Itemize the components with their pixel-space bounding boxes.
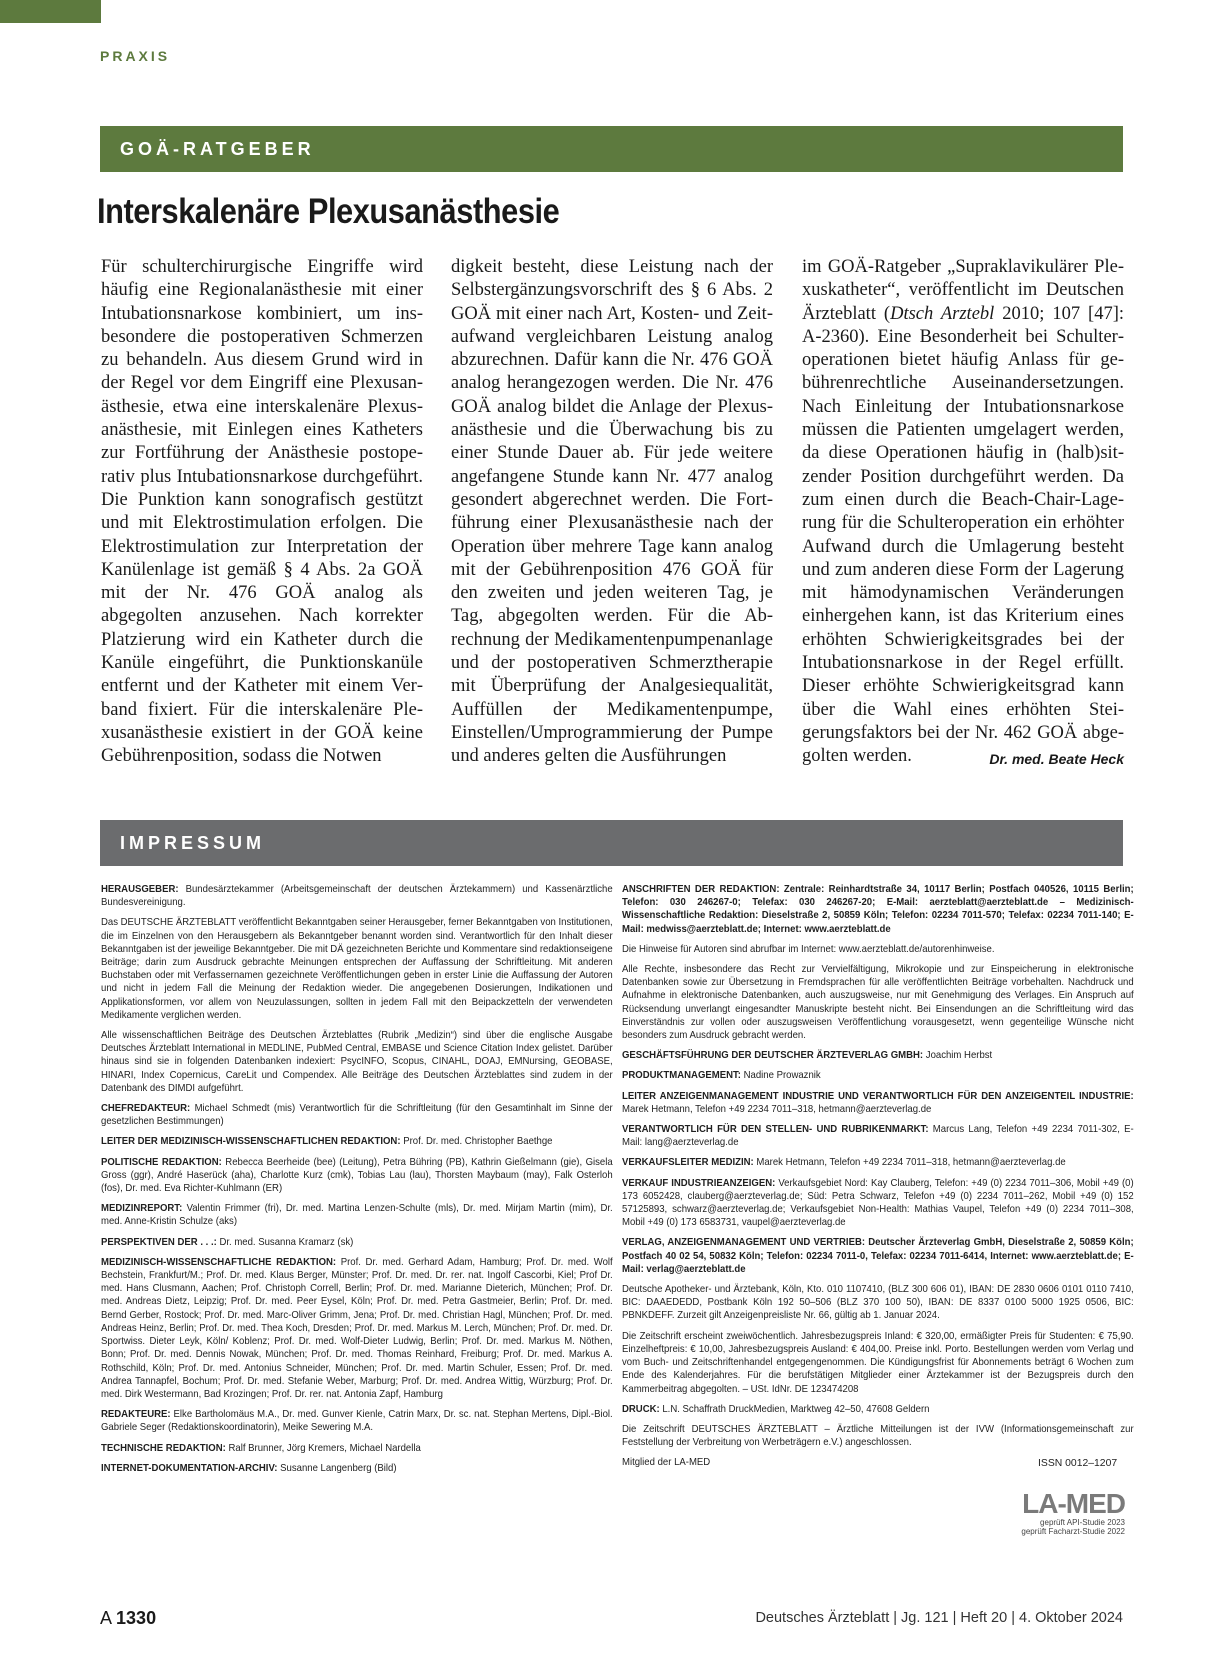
impressum-entry-label: VERANTWORTLICH FÜR DEN STELLEN- UND RUBRIKENMARKT: <box>622 1124 929 1136</box>
impressum-entry-label: HERAUSGEBER: <box>101 884 179 895</box>
impressum-entry-label: MEDIZINREPORT: <box>101 1203 183 1215</box>
impressum-left-column <box>101 883 616 1482</box>
impressum-entry-text: Dr. med. Susanna Kramarz (sk) <box>216 1236 354 1248</box>
impressum-entry-text: Mitglied der LA-MED <box>622 1457 711 1469</box>
impressum-entry-text: Verkaufsgebiet Nord: Kay Clauberg, Telefon: +49 (0) 2234 7011–306, Mobil +49 (0) 173 6052428, clauberg@aerzteverlag.de; Süd: Petra Schwarz, Telefon +49 (0) 2234 7011–262, Mobil +49 (0) 152 57125893, schwarz@aerzteverlag.de; Verkaufsgebiet Non-Health: Mathias Vaupel, Telefon +49 (0) 2234 7011–308, Mobil +49 (0) 173 6583731, vaupel@aerzteverlag.de <box>622 1177 1134 1229</box>
impressum-entry-text: Nadine Prowaznik <box>740 1070 821 1082</box>
lamed-logo: LA-MED <box>1022 1488 1125 1519</box>
impressum-entry <box>622 943 1134 956</box>
impressum-entry <box>622 1049 1134 1062</box>
impressum-entry-text: Marek Hetmann, Telefon +49 2234 7011–318, hetmann@aerzteverlag.de <box>753 1157 1066 1169</box>
journal-reference: Dtsch Arztebl <box>890 303 995 324</box>
impressum-entry-text: Die Zeitschrift erscheint zweiwöchentlich. Jahresbezugspreis Inland: € 320,00, ermäßigter Preis für Studenten: € 75,90. Einzelheftpreis: € 10,00, Jahresbezugspreis Ausland: € 404,00. Preise inkl. Porto. Bestellungen werden vom Verlag und vom Buch- und Zeitschriftenhandel entgegengenommen. Die Kündigungsfrist für Abonnements beträgt 6 Wochen zum Ende des Kalenderjahres. Für die berufstätigen Mitglieder einer Ärztekammer ist der Bezugspreis durch den Kammerbeitrag abgegolten. – USt. IdNr. DE 123474208 <box>622 1330 1134 1395</box>
impressum-entry-label: VERLAG, ANZEIGENMANAGEMENT UND VERTRIEB: Deutscher Ärzteverlag GmbH, Dieselstraße 2, 50859 Köln; Postfach 40 02 54, 50832 Köln; Telefon: 02234 7011-0, Telefax: 02234 7011-6414, Internet: www.aerzteblatt.de; E-Mail: verlag@aerzteblatt.de <box>622 1237 1134 1275</box>
section-color-tab <box>0 0 101 23</box>
impressum-entry <box>622 1069 1134 1082</box>
article-column-1 <box>101 256 423 769</box>
article-text-col3-b: 2010; 107 [47]: A-2360). Eine Besonderheit bei Schulteroperationen bietet häufig Anlass für gebührenrechtliche Auseinandersetzungen. Nach Einleitung der Intubationsnarkose müssen die Patienten umgelagert werden, da diese Operationen häufig in (halb)sitzender Position durchgeführt werden. Da zum einen durch die Beach-Chair-Lagerung für die Schulteroperation ein erhöhter Aufwand durch die Umlagerung besteht und zum anderen diese Form der Lagerung mit hämodynamischen Veränderungen einhergehen kann, ist das Kriterium eines erhöhten Schwierigkeitsgrades bei der Intubationsnarkose in der Regel erfüllt. Dieser erhöhte Schwierigkeitsgrad kann über die Wahl eines erhöhten Steigerungsfaktors bei der Nr. 462 GOÄ abgegolten werden. <box>802 303 1124 767</box>
article-column-3 <box>802 256 1124 772</box>
impressum-entry-text: Joachim Herbst <box>923 1050 993 1062</box>
page-number <box>100 1608 156 1629</box>
impressum-entry-text: Ralf Brunner, Jörg Kremers, Michael Nardella <box>225 1442 421 1454</box>
impressum-entry-label: GESCHÄFTSFÜHRUNG DER DEUTSCHER ÄRZTEVERLAG GMBH: <box>622 1050 924 1062</box>
rubric-title: GOÄ-RATGEBER <box>120 139 315 159</box>
impressum-entry-label: TECHNISCHE REDAKTION: <box>101 1442 226 1454</box>
impressum-entry <box>622 1156 1134 1169</box>
article-text-col2: digkeit besteht, diese Leistung nach der Selbstergänzungsvorschrift des § 6 Abs. 2 GOÄ mit einer nach Art, Kosten- und Zeitaufwand vergleichbaren Leistung analog abzurechnen. Dafür kann die Nr. 476 GOÄ analog herangezogen werden. Die Nr. 476 GOÄ analog bildet die Anlage der Plexusanästhesie und die Überwachung bis zu einer Stunde Dauer ab. Für jede weitere angefangene Stunde kann Nr. 477 analog gesondert abgerechnet werden. Die Fortführung einer Plexusanästhesie nach der Operation über mehrere Tage kann analog mit der Gebührenposition 476 GOÄ für den zweiten und jeden weiteren Tag, je Tag, abgegolten werden. Für die Abrechnung der Medikamentenpumpenanlage und der postoperativen Schmerztherapie mit Überprüfung der Analgesiequalität, Auffüllen der Medikamentenpumpe, Einstellen/Umprogrammierung der Pumpe und anderes gelten die Ausführungen <box>451 257 773 767</box>
article-text-col3 <box>802 256 1124 769</box>
impressum-entry <box>101 916 613 1022</box>
impressum-entry-text: Elke Bartholomäus M.A., Dr. med. Gunver Kienle, Catrin Marx, Dr. sc. nat. Stephan Mertens, Dipl.-Biol. Gabriele Seger (Redaktionskoordinatorin), Meike Sewering M.A. <box>101 1409 613 1434</box>
rubric-banner <box>100 126 1123 172</box>
impressum-entry <box>622 1090 1134 1116</box>
impressum-entry <box>101 1442 613 1455</box>
impressum-entry <box>101 1135 613 1148</box>
impressum-entry-text: Deutsche Apotheker- und Ärztebank, Köln, Kto. 010 1107410, (BLZ 300 606 01), IBAN: DE 2830 0606 0101 0110 7410, BIC: DAAEDEDD, Postbank Köln 192 50–506 (BLZ 370 100 50), IBAN: DE 8337 0100 5000 1925 0506, BIC: PBNKDEFF. Zurzeit gilt Anzeigenpreisliste Nr. 66, gültig ab 1. Januar 2024. <box>622 1284 1134 1322</box>
impressum-entry-text: Rebecca Beerheide (bee) (Leitung), Petra Bühring (PB), Kathrin Gießelmann (gie), Gisela Gross (ggr), André Haserück (aha), Charlotte Kurz (cmk), Tobias Lau (lau), Thorsten Maybaum (may), Falk Osterloh (fos), Dr. med. Eva Richter-Kuhlmann (ER) <box>101 1156 613 1195</box>
lamed-badge <box>1010 1490 1125 1536</box>
article-author: Dr. med. Beate Heck <box>989 751 1124 768</box>
impressum-entry-label: VERKAUF INDUSTRIEANZEIGEN: <box>622 1177 776 1189</box>
issn: ISSN 0012–1207 <box>1038 1458 1118 1469</box>
impressum-entry-text: Alle wissenschaftlichen Beiträge des Deutschen Ärzteblattes (Rubrik „Medizin“) sind über die englische Ausgabe Deutsches Ärzteblatt International in MEDLINE, PubMed Central, EMBASE und Science Citation Index gelistet. Darüber hinaus sind sie in folgenden Datenbanken indexiert: PsycINFO, Scopus, CINAHL, DOAJ, EMNursing, GEOBASE, HINARI, Index Copernicus, CareLit und Compendex. Alle Beiträge des Deutschen Ärzteblattes sind zudem in der Datenbank des DIMDI aufgeführt. <box>101 1030 613 1094</box>
lamed-caption-1: geprüft API-Studie 2023 <box>1040 1518 1125 1527</box>
impressum-entry <box>101 1202 613 1228</box>
impressum-entry-label: REDAKTEURE: <box>101 1409 171 1421</box>
impressum-entry-text: Alle Rechte, insbesondere das Recht zur Vervielfältigung, Mikrokopie und zur Einspeicherung in elektronische Datenbanken sowie zur Übersetzung in Fremdsprachen für alle veröffentlichten Beiträge vorbehalten. Nachdruck und Aufnahme in elektronische Datenbanken, auch auszugsweise, nur mit Genehmigung des Verlages. Ein Anspruch auf Rücksendung unverlangt eingesandter Manuskripte besteht nicht. Bei Einsendungen an die Schriftleitung wird das Einverständnis zur vollen oder auszugsweisen Veröffentlichung vorausgesetzt, wenn gegenteilige Wünsche nicht besonders zum Ausdruck gebracht werden. <box>622 964 1134 1042</box>
page-prefix: A <box>100 1608 112 1628</box>
impressum-entry <box>101 1102 613 1128</box>
impressum-entry-text: Michael Schmedt (mis) Verantwortlich für die Schriftleitung (für den Gesamtinhalt im Sinne der gesetzlichen Bestimmungen) <box>101 1103 613 1128</box>
impressum-entry-text: Das DEUTSCHE ÄRZTEBLATT veröffentlicht Bekanntgaben seiner Herausgeber, ferner Bekanntgaben von Institutionen, die im Einzelnen von den Herausgebern als Bekanntgeber benannt worden sind. Verantwortlich für den Inhalt dieser Bekanntgaben ist der jeweilige Bekanntgeber. Die mit DÄ gezeichneten Berichte und Kommentare sind redaktionseigene Beiträge; darin zum Ausdruck gebrachte Meinungen entsprechen der Auffassung der Schriftleitung. Mit anderen Buchstaben oder mit Verfassernamen gezeichnete Veröffentlichungen geben in erster Linie die Auffassung der Autoren und nicht in jedem Fall die Meinung der Redaktion wieder. Die angegebenen Dosierungen, Indikationen und Applikationsformen, vor allem von Neuzulassungen, sollten in jedem Fall mit den Beipackzetteln der verwendeten Medikamente verglichen werden. <box>101 917 613 1021</box>
impressum-entry-label: DRUCK: <box>622 1403 660 1415</box>
impressum-entry <box>101 1236 613 1249</box>
journal-footer: Deutsches Ärzteblatt | Jg. 121 | Heft 20 | 4. Oktober 2024 <box>755 1610 1123 1626</box>
impressum-entry-label: LEITER ANZEIGENMANAGEMENT INDUSTRIE UND VERANTWORTLICH FÜR DEN ANZEIGENTEIL INDUSTRIE: <box>622 1090 1134 1102</box>
impressum-entry-label: LEITER DER MEDIZINISCH-WISSENSCHAFTLICHEN REDAKTION: <box>101 1136 401 1148</box>
impressum-entry <box>622 1423 1134 1449</box>
page-number-value: 1330 <box>116 1608 157 1628</box>
impressum-right-column <box>622 883 1137 1477</box>
article-text-col1: Für schulterchirurgische Eingriffe wird häufig eine Regionalanästhesie mit einer Intubationsnarkose kombiniert, um insbesondere die postoperativen Schmerzen zu behandeln. Aus diesem Grund wird in der Regel vor dem Eingriff eine Plexusanästhesie, etwa eine interskalenäre Plexusanästhesie, mit Einlegen eines Katheters zur Fortführung der Anästhesie postoperativ plus Intubationsnarkose durchgeführt. Die Punktion kann sonografisch gestützt und mit Elektrostimulation erfolgen. Die Elektrostimulation zur Interpretation der Kanülenlage ist gemäß § 4 Abs. 2a GOÄ mit der Nr. 476 GOÄ analog als abgegolten anzusehen. Nach korrekter Platzierung wird ein Katheter durch die Kanüle eingeführt, die Punktionskanüle entfernt und der Katheter mit einem Verband fixiert. Für die interskalenäre Plexusanästhesie existiert in der GOÄ keine Gebührenposition, sodass die Notwen <box>101 257 423 767</box>
impressum-entry-label: MEDIZINISCH-WISSENSCHAFTLICHE REDAKTION: <box>101 1256 337 1268</box>
impressum-entry-text: L.N. Schaffrath DruckMedien, Marktweg 42–50, 47608 Geldern <box>659 1403 930 1415</box>
impressum-entry-label: CHEFREDAKTEUR: <box>101 1103 191 1115</box>
impressum-entry <box>622 1283 1134 1323</box>
article-column-2 <box>451 256 773 769</box>
impressum-entry <box>622 883 1134 936</box>
impressum-entry-label: ANSCHRIFTEN DER REDAKTION: Zentrale: Reinhardtstraße 34, 10117 Berlin; Postfach 040526, 10115 Berlin; Telefon: 030 246267-0; Telefax: 030 246267-20; E-Mail: aerzteblatt@aerzteblatt.de – Medizinisch-Wissenschaftliche Redaktion: Dieselstraße 2, 50859 Köln; Telefon: 02234 7011-570; Telefax: 02234 7011-140; E-Mail: medwiss@aerzteblatt.de; Internet: www.aerzteblatt.de <box>622 884 1134 935</box>
impressum-entry-text: Marcus Lang, Telefon +49 2234 7011-302, E-Mail: lang@aerzteverlag.de <box>622 1124 1134 1149</box>
impressum-entry <box>622 1177 1134 1230</box>
impressum-entry-text: Die Hinweise für Autoren sind abrufbar im Internet: www.aerzteblatt.de/autorenhinweise. <box>622 943 995 955</box>
impressum-entry <box>101 1462 613 1475</box>
article-title: Interskalenäre Plexusanästhesie <box>97 192 560 231</box>
impressum-entry-label: INTERNET-DOKUMENTATION-ARCHIV: <box>101 1462 278 1474</box>
impressum-entry <box>622 1330 1134 1396</box>
impressum-entry <box>101 1408 613 1434</box>
impressum-entry-label: POLITISCHE REDAKTION: <box>101 1156 222 1168</box>
section-label: PRAXIS <box>100 48 171 64</box>
impressum-entry <box>622 963 1134 1042</box>
lamed-caption-2: geprüft Facharzt-Studie 2022 <box>1021 1527 1125 1536</box>
impressum-entry-label: VERKAUFSLEITER MEDIZIN: <box>622 1157 754 1169</box>
impressum-banner <box>100 820 1123 866</box>
impressum-entry-text: Prof. Dr. med. Christopher Baethge <box>400 1136 553 1148</box>
impressum-entry-label: PERSPEKTIVEN DER . . .: <box>101 1236 217 1248</box>
impressum-entry-text: Marek Hetmann, Telefon +49 2234 7011–318, hetmann@aerzteverlag.de <box>622 1103 932 1115</box>
impressum-entry-text: Susanne Langenberg (Bild) <box>277 1462 397 1474</box>
impressum-entry <box>622 1123 1134 1149</box>
impressum-entry <box>101 1029 613 1095</box>
impressum-title: IMPRESSUM <box>120 833 266 853</box>
impressum-entry-text: Bundesärztekammer (Arbeitsgemeinschaft der deutschen Ärztekammern) und Kassenärztliche Bundesvereinigung. <box>101 884 613 909</box>
impressum-entry <box>622 1403 1134 1416</box>
impressum-entry-label: PRODUKTMANAGEMENT: <box>622 1070 741 1082</box>
impressum-entry <box>622 1236 1134 1276</box>
impressum-entry <box>101 1156 613 1196</box>
impressum-entry-text: Die Zeitschrift DEUTSCHES ÄRZTEBLATT – Ärztliche Mitteilungen ist der IVW (Informationsgemeinschaft zur Feststellung der Verbreitung von Werbeträgern e.V.) angeschlossen. <box>622 1423 1134 1449</box>
impressum-entry <box>101 883 613 909</box>
impressum-entry-text: Prof. Dr. med. Gerhard Adam, Hamburg; Prof. Dr. med. Wolf Bechstein, Frankfurt/M.; Prof. Dr. med. Klaus Berger, Münster; Prof. Dr. med. Dr. rer. nat. Ingolf Cascorbi, Kiel; Prof Dr. med. Hans Clusmann, Aachen; Prof. Christoph Correll, Berlin; Prof. Dr. med. Marianne Dieterich, München; Prof. Dr. med. Andreas Dietz, Leipzig; Prof. Dr. med. Peer Eysel, Köln; Prof. Dr. med. Petra Gastmeier, Berlin; Prof. Dr. med. Bernd Gerber, Rostock; Prof. Dr. med. Marc-Oliver Grimm, Jena; Prof. Dr. med. Christian Hagl, München; Prof. Dr. med. Andreas Heinz, Berlin; Prof. Dr. med. Thea Koch, Dresden; Prof. Dr. med. Markus M. Lerch, München; Prof. Dr. med. Dr. Sportwiss. Dieter Leyk, Köln/ Koblenz; Prof. Dr. med. Wolf-Dieter Ludwig, Berlin; Prof. Dr. med. Markus M. Nöthen, Bonn; Prof. Dr. med. Dennis Nowak, München; Prof. Dr. med. Thomas Reinhard, Freiburg; Prof. Dr. med. Markus A. Rothschild, Köln; Prof. Dr. med. Antonius Schneider, München; Prof. Dr. med. Martin Schuler, Essen; Prof. Dr. med. Andrea Tannapfel, Bochum; Prof. Dr. med. Stefanie Weber, Marburg; Prof. Dr. med. Andrea Wittig, Würzburg; Prof. Dr. med. Dirk Westermann, Bad Krozingen; Prof. Dr. rer. nat. Antonia Zapf, Hamburg <box>101 1256 613 1400</box>
impressum-entry-text: Valentin Frimmer (fri), Dr. med. Martina Lenzen-Schulte (mls), Dr. med. Mirjam Martin (mim), Dr. med. Anne-Kristin Schulze (aks) <box>101 1203 613 1228</box>
article-text-col3-a: im GOÄ-Ratgeber „Supraklavikulärer Plexuskatheter“, veröffentlicht im Deutschen Ärzteblatt ( <box>802 257 1124 324</box>
impressum-entry <box>101 1256 613 1401</box>
